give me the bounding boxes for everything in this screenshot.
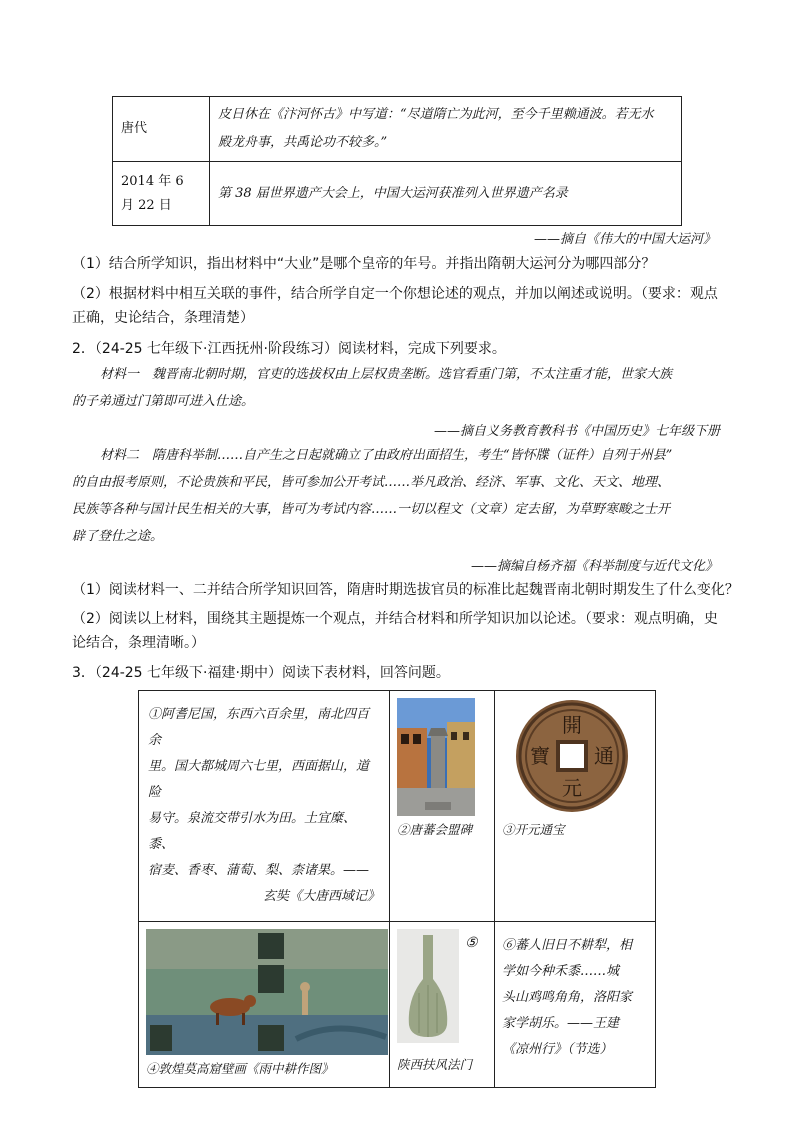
coin-photo <box>512 696 632 816</box>
stele-photo <box>397 698 475 816</box>
date-text: 唐代 <box>121 121 148 136</box>
coin-char-left: 寶 <box>530 744 550 768</box>
coin-caption: ③开元通宝 <box>502 822 565 837</box>
xiyuji-source: 玄奘《大唐西域记》 <box>262 889 380 904</box>
material-1-line1: 材料一 魏晋南北朝时期，官吏的选拔权由上层权贵垄断。选官看重门第，不太注重才能，世家大族 <box>100 367 673 382</box>
vase-caption: 陕西扶风法门 <box>397 1057 473 1072</box>
canal-table <box>112 96 682 226</box>
cell-dunhuang-mural <box>139 922 390 1088</box>
vase-marker: ⑤ <box>465 935 478 951</box>
cell-liangzhou-poem <box>495 922 656 1088</box>
question-2-1: （1）阅读材料一、二并结合所学知识回答，隋唐时期选拔官员的标准比起魏晋南北朝时期发生了什么变化？ <box>72 582 739 598</box>
text-line: 头山鸡鸣角角，洛阳家 <box>502 990 633 1005</box>
coin-char-top: 開 <box>562 713 582 737</box>
material-2-line2: 的自由报考原则，不论贵族和平民，皆可参加公开考试……举凡政治、经济、军事、文化、天文、地理、 <box>72 475 671 490</box>
material-2-line3: 民族等各种与国计民生相关的大事，皆可为考试内容……一切以程文（文章）定去留，为草野寒畯之士开 <box>72 502 671 517</box>
material-2-line1: 材料二 隋唐科举制……自产生之日起就确立了由政府出面招生，考生“皆怀牒（证件）自列于州县” <box>100 448 673 463</box>
xiyuji-text <box>140 692 388 920</box>
poem-source: 《凉州行》（节选） <box>502 1042 613 1057</box>
coin-char-bottom: 元 <box>562 776 582 800</box>
date-line: 月 22 日 <box>121 197 172 213</box>
material-2-source: ——摘编自杨齐福《科举制度与近代文化》 <box>470 559 718 574</box>
text-line: ①阿耆尼国，东西六百余里，南北四百余 <box>148 707 370 748</box>
question-2-2-line2: 论结合，条理清晰。） <box>72 635 205 651</box>
question-2-2-line1: （2）阅读以上材料，围绕其主题提炼一个观点，并结合材料和所学知识加以论述。（要求：观点明确，史 <box>72 611 718 627</box>
material-1-source: ——摘自义务教育教科书《中国历史》七年级下册 <box>433 424 720 439</box>
cell-famen-vase <box>390 922 495 1088</box>
materials-table <box>138 690 656 1088</box>
question-3-title: 3．（24-25 七年级下·福建·期中）阅读下表材料，回答问题。 <box>72 665 450 681</box>
table-row <box>113 97 682 162</box>
cell-tang-tibet-stele <box>390 691 495 922</box>
text-line: 学如今种禾黍……城 <box>502 964 620 979</box>
table-cell-text <box>210 162 682 226</box>
row-text-line: 皮日休在《汴河怀古》中写道：“尽道隋亡为此河，至今千里赖通波。若无水 <box>218 107 654 122</box>
date-line: 2014 年 6 <box>121 173 184 189</box>
material-1-line2: 的子弟通过门第即可进入仕途。 <box>72 394 255 409</box>
vase-photo <box>397 929 459 1043</box>
mural-photo <box>146 929 388 1055</box>
question-1-2-line1: （2）根据材料中相互关联的事件，结合所学自定一个你想论述的观点，并加以阐述或说明。（要求：观点 <box>72 286 718 302</box>
cell-kaiyuan-coin <box>495 691 656 922</box>
coin-char-right: 通 <box>594 744 614 768</box>
question-2-title: 2．（24-25 七年级下·江西抚州·阶段练习）阅读材料，完成下列要求。 <box>72 341 506 357</box>
row-text-line: 第 38 届世界遗产大会上，中国大运河获准列入世界遗产名录 <box>218 185 568 201</box>
vase-area <box>391 923 493 1053</box>
stele-caption: ②唐蕃会盟碑 <box>397 822 473 837</box>
text-line: 家学胡乐。——王建 <box>502 1016 620 1031</box>
text-line: 里。国大都城周六七里，西面据山，道险 <box>148 759 370 800</box>
material-2-line4: 辟了登仕之途。 <box>72 529 164 544</box>
poem-text <box>496 923 654 1073</box>
row-text-line: 殿龙舟事，共禹论功不较多。” <box>218 135 388 150</box>
text-line: 易守。泉流交带引水为田。土宜糜、黍、 <box>148 811 357 852</box>
mural-caption: ④敦煌莫高窟壁画《雨中耕作图》 <box>146 1061 334 1076</box>
table-cell-date <box>113 162 210 226</box>
question-1-1: （1）结合所学知识，指出材料中“大业”是哪个皇帝的年号。并指出隋朝大运河分为哪四部分？ <box>72 256 656 272</box>
table-row <box>113 162 682 226</box>
table-cell-text <box>210 97 682 162</box>
table-cell-date <box>113 97 210 162</box>
question-1-2-line2: 正确，史论结合，条理清楚） <box>72 310 254 326</box>
cell-xiyuji <box>139 691 390 922</box>
table-row <box>139 691 656 922</box>
table-row <box>139 922 656 1088</box>
source-citation: ——摘自《伟大的中国大运河》 <box>533 232 716 247</box>
text-line: ⑥蕃人旧日不耕犁，相 <box>502 938 633 953</box>
text-line: 宿麦、香枣、蒲萄、梨、柰诸果。—— <box>148 863 370 878</box>
